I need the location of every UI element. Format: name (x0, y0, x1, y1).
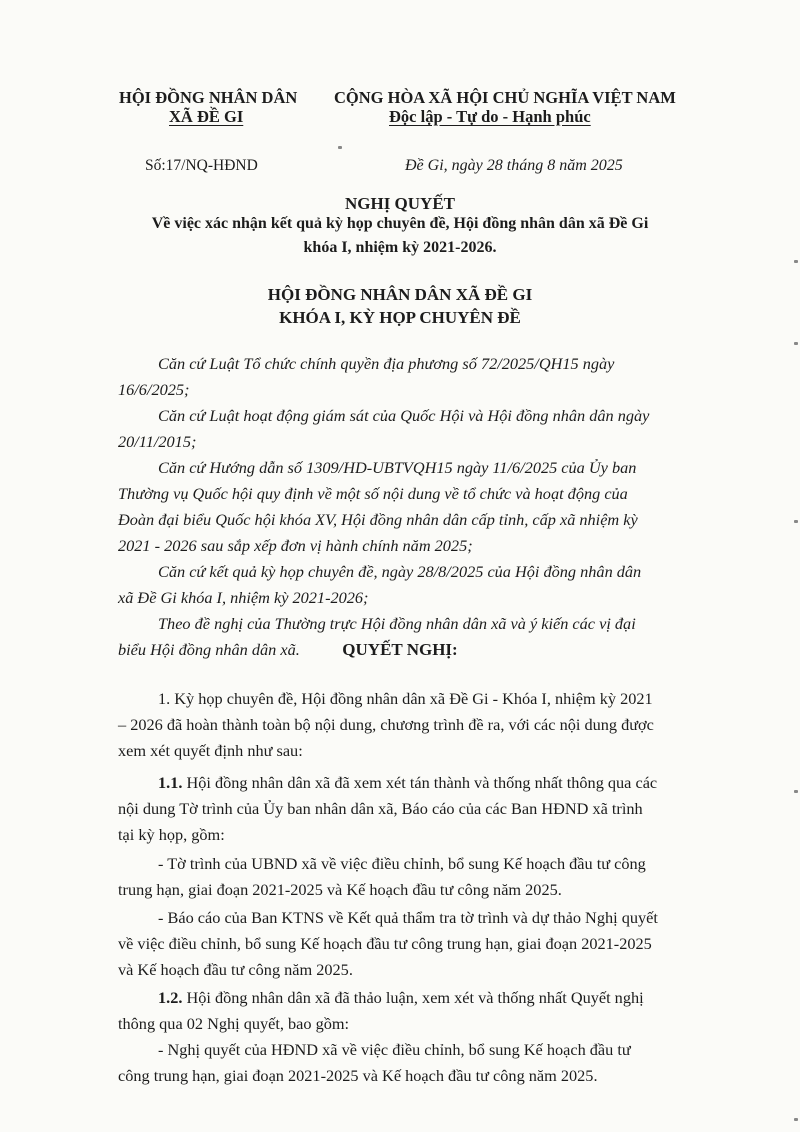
title-subtitle-line1: Về việc xác nhận kết quả kỳ họp chuyên đề, Hội đồng nhân dân xã Đề Gi (151, 215, 649, 232)
body-line: – 2026 đã hoàn thành toàn bộ nội dung, chương trình đề ra, với các nội dung được (118, 715, 654, 734)
body-line: và Kế hoạch đầu tư công năm 2025. (118, 960, 353, 979)
body-line: tại kỳ họp, gồm: (118, 825, 225, 844)
basis-line: 16/6/2025; (118, 380, 190, 399)
scan-speck (794, 520, 798, 523)
body-line: trung hạn, giai đoạn 2021-2025 và Kế hoạch đầu tư công năm 2025. (118, 880, 562, 899)
document-title: NGHỊ QUYẾT (344, 194, 456, 213)
scan-speck (794, 342, 798, 345)
legal-basis (118, 351, 690, 663)
basis-line: Căn cứ kết quả kỳ họp chuyên đề, ngày 28/8/2025 của Hội đồng nhân dân (158, 562, 642, 581)
basis-item (118, 455, 690, 559)
basis-line: Căn cứ Luật hoạt động giám sát của Quốc Hội và Hội đồng nhân dân ngày (158, 406, 650, 425)
section-number: 1.1. (158, 773, 183, 792)
body-line: xem xét quyết định như sau: (118, 741, 303, 760)
place-and-date: Đề Gi, ngày 28 tháng 8 năm 2025 (405, 157, 623, 174)
body-line: - Báo cáo của Ban KTNS về Kết quả thẩm tra tờ trình và dự thảo Nghị quyết (158, 908, 658, 927)
section-1-1-item-b (118, 905, 690, 983)
title-subtitle-line2: khóa I, nhiệm kỳ 2021-2026. (303, 239, 497, 256)
body-line: 1. Kỳ họp chuyên đề, Hội đồng nhân dân xã Đề Gi - Khóa I, nhiệm kỳ 2021 (158, 689, 653, 708)
body-line: Hội đồng nhân dân xã đã xem xét tán thành và thống nhất thông qua các (182, 773, 658, 792)
body-line: về việc điều chỉnh, bổ sung Kế hoạch đầu tư công trung hạn, giai đoạn 2021-2025 (118, 934, 652, 953)
basis-line: 20/11/2015; (118, 432, 197, 451)
basis-line: 2021 - 2026 sau sắp xếp đơn vị hành chính năm 2025; (118, 536, 473, 555)
republic-name: CỘNG HÒA XÃ HỘI CHỦ NGHĨA VIỆT NAM (334, 88, 676, 107)
council-name-line1: HỘI ĐỒNG NHÂN DÂN (119, 88, 298, 107)
basis-line: Theo đề nghị của Thường trực Hội đồng nhân dân xã và ý kiến các vị đại (158, 614, 636, 633)
national-motto: Độc lập - Tự do - Hạnh phúc (389, 107, 591, 126)
section-1-1 (118, 770, 690, 848)
basis-line: biểu Hội đồng nhân dân xã. (118, 640, 300, 659)
basis-item (118, 559, 690, 611)
issuer-line2: KHÓA I, KỲ HỌP CHUYÊN ĐỀ (279, 308, 521, 327)
issuer-line1: HỘI ĐỒNG NHÂN DÂN XÃ ĐỀ GI (267, 285, 533, 304)
basis-line: xã Đề Gi khóa I, nhiệm kỳ 2021-2026; (118, 588, 369, 607)
body-line: - Nghị quyết của HĐND xã về việc điều chỉnh, bổ sung Kế hoạch đầu tư (158, 1040, 631, 1059)
scan-speck (338, 146, 342, 149)
body-line: thông qua 02 Nghị quyết, bao gồm: (118, 1014, 350, 1033)
basis-line: Căn cứ Hướng dẫn số 1309/HD-UBTVQH15 ngày 11/6/2025 của Ủy ban (158, 458, 637, 477)
section-1-2 (118, 985, 690, 1037)
body-line: nội dung Tờ trình của Ủy ban nhân dân xã, Báo cáo của các Ban HĐND xã trình (118, 799, 643, 818)
section-number: 1.2. (158, 988, 183, 1007)
basis-item (118, 351, 690, 403)
section-1-2-item-a (118, 1037, 690, 1089)
document-number: Số:17/NQ-HĐND (145, 157, 258, 174)
section-1-1-item-a (118, 851, 690, 903)
basis-line: Đoàn đại biểu Quốc hội khóa XV, Hội đồng nhân dân cấp tỉnh, cấp xã nhiệm kỳ (118, 510, 638, 529)
body-line: Hội đồng nhân dân xã đã thảo luận, xem xét và thống nhất Quyết nghị (182, 988, 644, 1007)
basis-line: Căn cứ Luật Tổ chức chính quyền địa phương số 72/2025/QH15 ngày (158, 354, 615, 373)
scan-speck (794, 260, 798, 263)
council-name-line2: XÃ ĐỀ GI (169, 107, 244, 126)
body-line: công trung hạn, giai đoạn 2021-2025 và Kế hoạch đầu tư công năm 2025. (118, 1066, 598, 1085)
resolution-heading: QUYẾT NGHỊ: (342, 640, 458, 659)
scan-speck (794, 790, 798, 793)
section-1 (118, 686, 690, 764)
basis-item (118, 403, 690, 455)
body-line: - Tờ trình của UBND xã về việc điều chỉnh, bổ sung Kế hoạch đầu tư công (158, 854, 646, 873)
scan-speck (794, 1118, 798, 1121)
basis-line: Thường vụ Quốc hội quy định về một số nội dung về tổ chức và hoạt động của (118, 484, 628, 503)
